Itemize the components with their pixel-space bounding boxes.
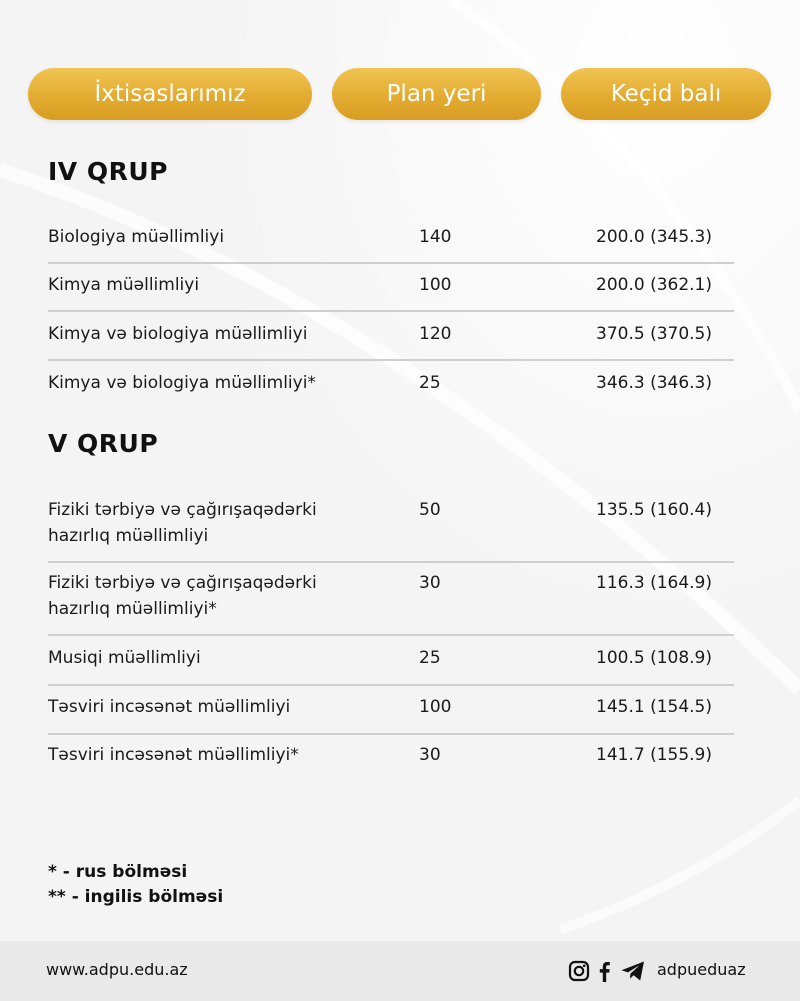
footer-bar — [0, 941, 800, 1001]
facebook-icon[interactable] — [596, 960, 612, 986]
legend-russian-section: * - rus bölməsi — [48, 862, 188, 882]
table-row — [48, 272, 734, 312]
plan-seats: 140 — [419, 227, 452, 247]
legend-english-section: ** - ingilis bölməsi — [48, 887, 224, 907]
group-title-v: V QRUP — [48, 429, 159, 458]
website-link[interactable]: www.adpu.edu.az — [46, 960, 188, 979]
column-header-passing-score: Keçid balı — [561, 68, 771, 120]
specialty-name: Kimya və biologiya müəllimliyi* — [48, 373, 316, 393]
instagram-icon[interactable] — [568, 960, 590, 986]
specialty-name: Təsviri incəsənət müəllimliyi* — [48, 745, 299, 765]
passing-score: 135.5 (160.4) — [596, 500, 713, 520]
table-row — [48, 224, 734, 264]
passing-score: 100.5 (108.9) — [596, 648, 713, 668]
social-handle[interactable]: adpueduaz — [657, 960, 746, 979]
specialty-name: Fiziki tərbiyə və çağırışaqədərki hazırlıq müəllimliyi* — [48, 573, 317, 619]
table-row — [48, 570, 734, 636]
passing-score: 116.3 (164.9) — [596, 573, 713, 593]
specialty-name: Musiqi müəllimliyi — [48, 648, 201, 668]
passing-score: 200.0 (362.1) — [596, 275, 713, 295]
table-row — [48, 645, 734, 686]
plan-seats: 25 — [419, 373, 441, 393]
group-title-iv: IV QRUP — [48, 157, 168, 186]
passing-score: 346.3 (346.3) — [596, 373, 713, 393]
table-row — [48, 694, 734, 735]
specialty-name: Kimya və biologiya müəllimliyi — [48, 324, 308, 344]
specialty-name: Təsviri incəsənət müəllimliyi — [48, 697, 291, 717]
plan-seats: 100 — [419, 697, 452, 717]
table-row — [48, 497, 734, 563]
column-header-plan-seats: Plan yeri — [332, 68, 541, 120]
specialty-name: Kimya müəllimliyi — [48, 275, 200, 295]
table-row — [48, 742, 734, 772]
telegram-icon[interactable] — [620, 960, 646, 986]
passing-score: 145.1 (154.5) — [596, 697, 713, 717]
passing-score: 200.0 (345.3) — [596, 227, 713, 247]
plan-seats: 100 — [419, 275, 452, 295]
table-row — [48, 321, 734, 361]
table-row — [48, 370, 734, 400]
passing-score: 141.7 (155.9) — [596, 745, 713, 765]
specialty-name: Biologiya müəllimliyi — [48, 227, 225, 247]
plan-seats: 30 — [419, 745, 441, 765]
plan-seats: 25 — [419, 648, 441, 668]
plan-seats: 50 — [419, 500, 441, 520]
plan-seats: 120 — [419, 324, 452, 344]
passing-score: 370.5 (370.5) — [596, 324, 713, 344]
column-header-specialties: İxtisaslarımız — [28, 68, 312, 120]
specialty-name: Fiziki tərbiyə və çağırışaqədərki hazırlıq müəllimliyi — [48, 500, 317, 546]
plan-seats: 30 — [419, 573, 441, 593]
